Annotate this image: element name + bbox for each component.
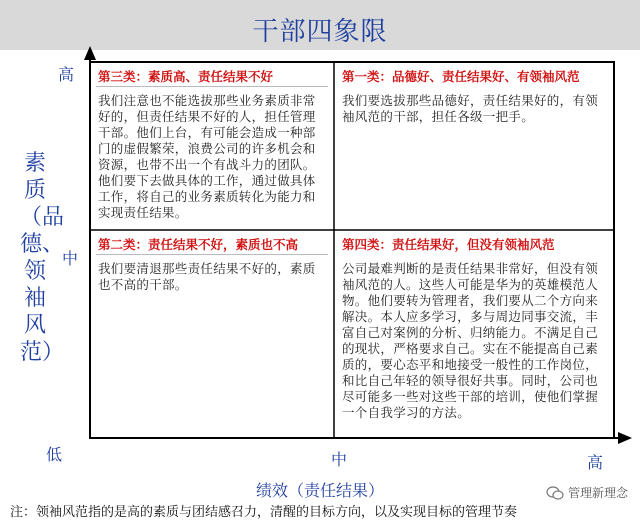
y-axis-label: 素质（品德、领袖风范） [20, 151, 65, 365]
title-underline [96, 86, 328, 87]
quadrant-title: 第二类：责任结果不好，素质也不高 [98, 237, 299, 252]
watermark-text: 管理新理念 [567, 486, 628, 500]
x-axis-arrow [618, 432, 632, 444]
footnote: 注：领袖风范指的是高的素质与团结感召力，清醒的目标方向，以及实现目标的管理节奏 [10, 505, 518, 520]
wechat-icon [546, 486, 564, 500]
quadrant-title: 第一类：品德好、责任结果好、有领袖风范 [342, 69, 580, 84]
page-title: 干部四象限 [252, 17, 388, 47]
quadrant-bottom-left [92, 232, 332, 436]
quadrant-top-left [92, 64, 332, 228]
quadrant-body: 我们注意也不能选拔那些业务素质非常好的，但责任结果不好的人，担任管理干部。他们上台，有可能会造成一种部门的虚假繁荣，浪费公司的许多机会和资源，也带不出一个有战斗力的团队。他们要下去做具体的工作，通过做具体工作，将自己的业务素质转化为能力和实现责任结果。 [98, 93, 316, 220]
quadrant-title: 第四类：责任结果好，但没有领袖风范 [342, 237, 555, 252]
quadrant-body: 我们要清退那些责任结果不好的，素质也不高的干部。 [98, 261, 316, 292]
quadrant-bottom-right [336, 232, 612, 436]
y-tick-high: 高 [58, 65, 75, 84]
quadrant-body: 我们要选拔那些品德好，责任结果好的，有领袖风范的干部，担任各级一把手。 [342, 93, 599, 124]
x-axis-label: 绩效（责任结果） [255, 481, 384, 500]
x-tick-high: 高 [587, 453, 604, 472]
y-tick-low: 低 [46, 445, 63, 464]
quadrant-top-right [336, 64, 612, 228]
watermark [546, 484, 628, 501]
y-tick-mid: 中 [62, 249, 79, 268]
y-axis-arrow [84, 46, 96, 60]
quadrant-body: 公司最难判断的是责任结果非常好，但没有领袖风范的人。这些人可能是华为的英雄模范人物。他们要转为管理者，我们要从二个方向来解决。本人应多学习，多与周边同事交流，丰富自己对案例的分析、归纳能力。不满足自己的现状，严格要求自己。实在不能提高自己素质的，要心态平和地接受一般性的工作岗位，和比自己年轻的领导很好共事。同时，公司也尽可能多一些对这些干部的培训，使他们掌握一个自我学习的方法。 [342, 261, 599, 420]
quadrant-title: 第三类：素质高、责任结果不好 [98, 69, 274, 84]
title-underline [96, 254, 328, 255]
x-tick-mid: 中 [331, 450, 348, 469]
